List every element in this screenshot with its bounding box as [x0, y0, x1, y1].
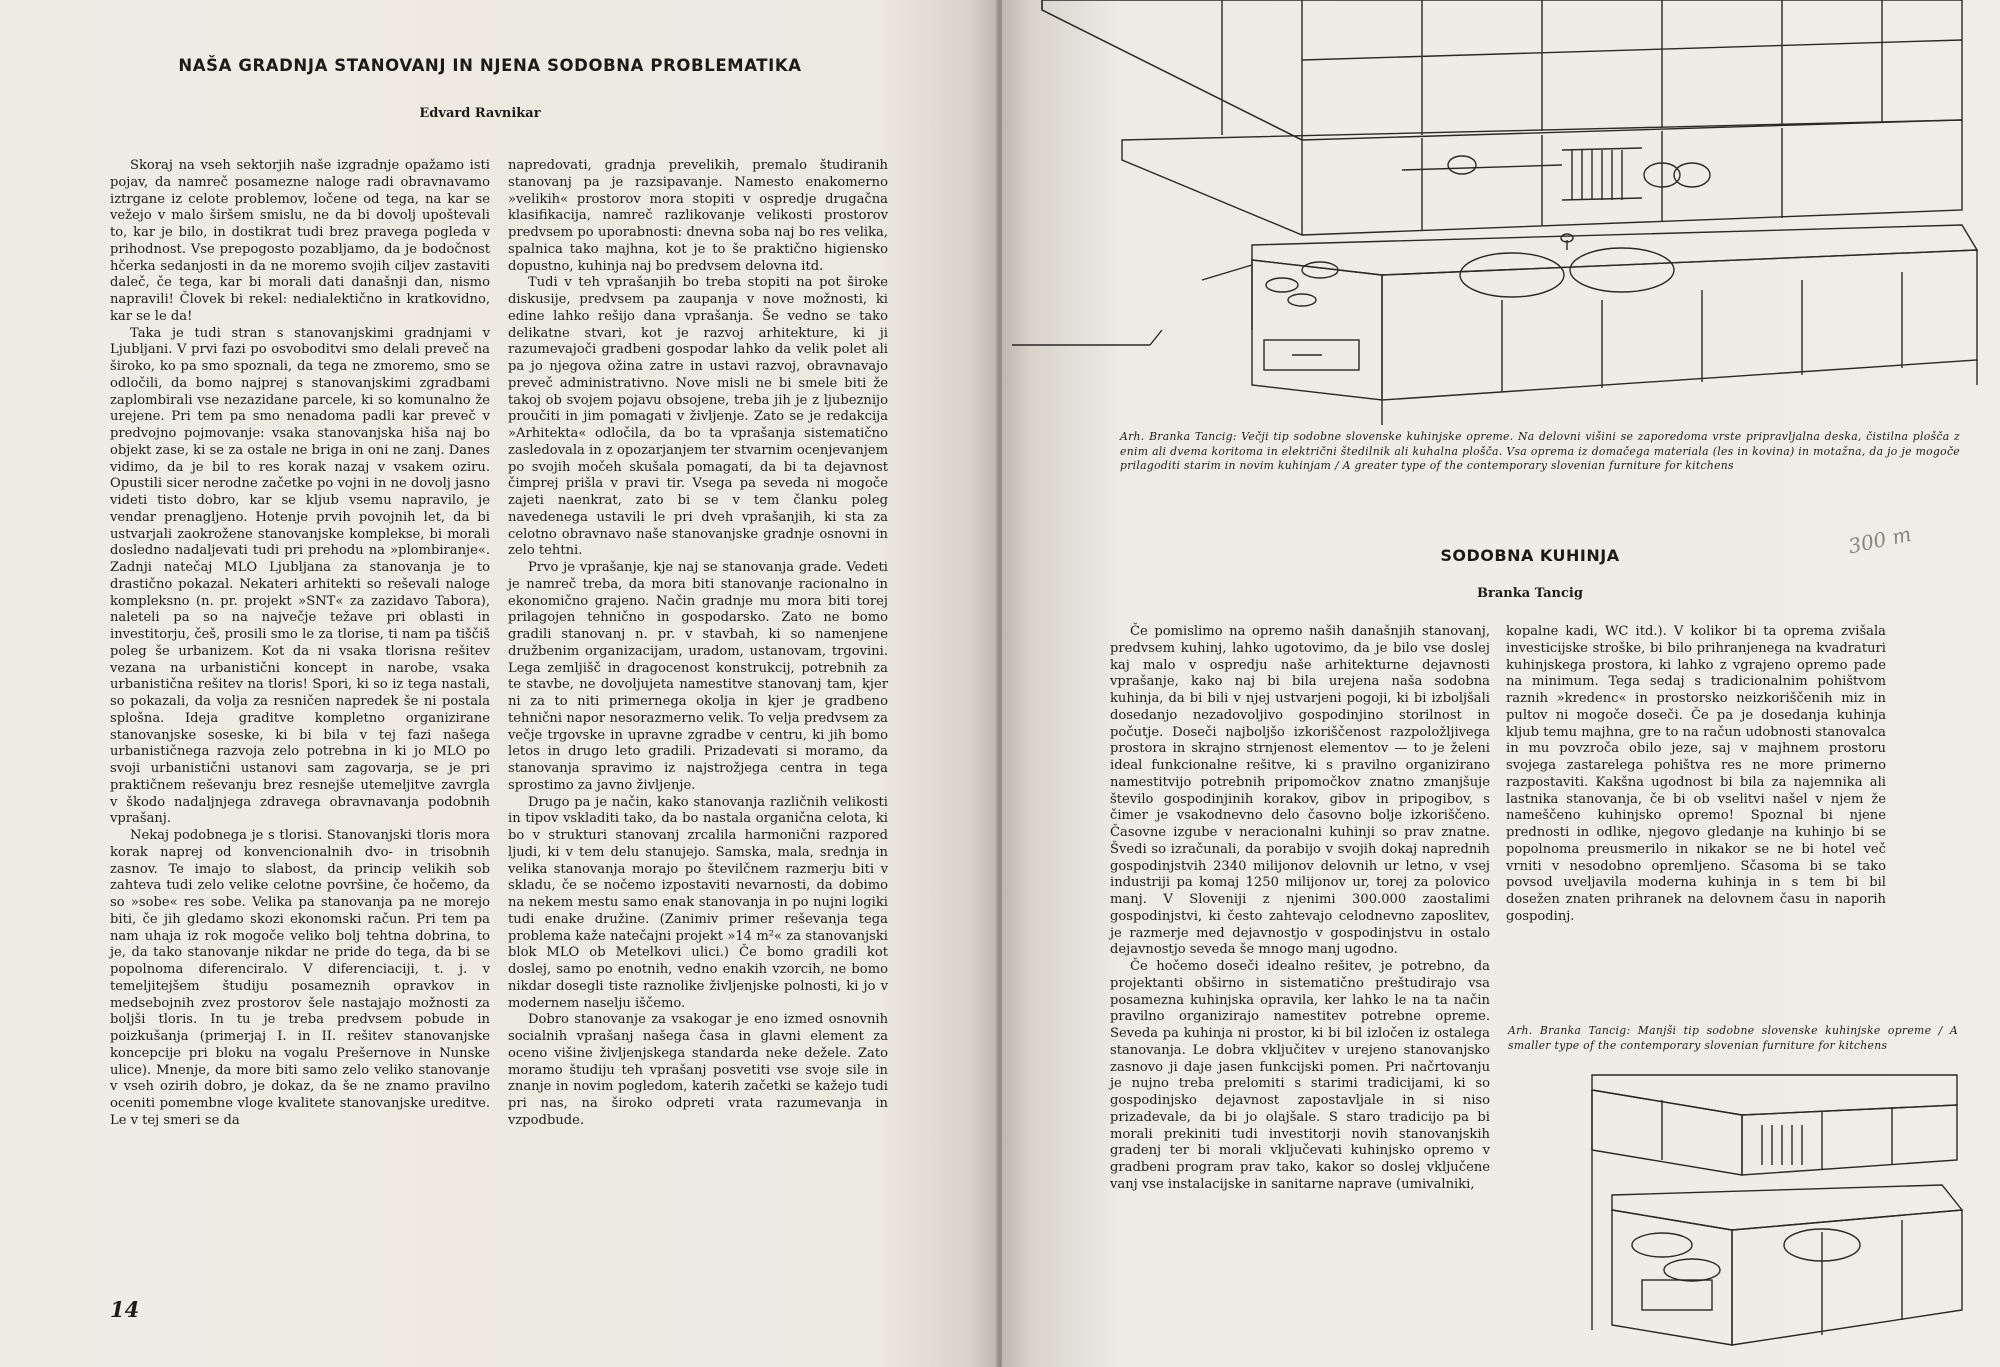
- section-author: Branka Tancig: [1477, 586, 1583, 601]
- kitchen-illustration-small: [1002, 0, 2000, 1367]
- paragraph: napredovati, gradnja prevelikih, premalo študiranih stanovanj pa je razsipavanje. Namesto enakomerno »velikih« prostorov mora stopiti v ospredje drugačna klasifikacija, namreč razlikovanje velikosti prostorov predvsem po uporabnosti: dnevna soba naj bo res velika, spalnica tako majhna, kot je to še praktično higiensko dopustno, kuhinja naj bo predvsem delovna itd.: [508, 158, 888, 274]
- paragraph: Nekaj podobnega je s tlorisi. Stanovanjski tloris mora korak naprej od konvencionalnih dvo- in trisobnih zasnov. Te imajo to slabost, da princip velikih sob zahteva tudi zelo velike celotne površine, če hočemo, da so »sobe« res sobe. Velika pa stanovanja pa ne morejo biti, če jih gledamo skozi ekonomski račun. Pri tem pa nam uhaja iz rok mogoče veliko bolj tehtna dobrina, to je, da tako stanovanje nikdar ne pride do tega, da bi se popolnoma diferenciralo. V diferenciaciji, t. j. v temeljitejšem študiju posameznih opravkov in medsebojnih zvez prostorov šele nastajajo možnosti za boljši tloris. In tu je treba predvsem pobude in poizkušanja (primerjaj I. in II. rešitev stanovanjske koncepcije pri bloku na vogalu Prešernove in Nunske ulice). Mnenje, da more biti samo zelo veliko stanovanje v vseh ozirih dobro, je dokaz, da še ne znamo pravilno oceniti pomembne vloge kvalitete stanovanjske ureditve. Le v tej smeri se da: [110, 828, 490, 1128]
- paragraph: Prvo je vprašanje, kje naj se stanovanja grade. Vedeti je namreč treba, da mora biti stanovanje racionalno in ekonomično grajeno. Način gradnje mu mora biti torej prilagojen tehnično in gospodarsko. Zato ne bomo gradili stanovanj n. pr. v stavbah, ki so namenjene družbenim organizacijam, uradom, ustanovam, trgovini. Lega zemljišč in dragocenost konstrukcij, potrebnih za te stavbe, ne dovoljujeta namestitve stanovanj tam, kjer ni za to niti primernega okolja in kjer je gradbeno tehnični napor nesorazmerno velik. To velja predvsem za večje trgovske in upravne zgradbe v centru, ki jih bomo letos in drugo leto gradili. Prizadevati si moramo, da stanovanja spravimo iz najstrožjega centra in tega sprostimo za javno življenje.: [508, 560, 888, 793]
- paragraph: Taka je tudi stran s stanovanjskimi gradnjami v Ljubljani. V prvi fazi po osvoboditvi smo delali preveč na široko, ko pa smo spoznali, da tega ne zmoremo, smo se odločili, da bomo najprej s stanovanjskimi zgradbami zaplombirali vse nezazidane parcele, ki so komunalno že urejene. Pri tem pa smo nenadoma padli kar preveč v predvojno pojmovanje: vsaka stanovanjska hiša naj bo objekt zase, ki se za ostale ne briga in oni ne zanj. Danes vidimo, da je bil to res korak nazaj v vsakem oziru. Opustili sicer nerodne začetke po vojni in ne dovolj jasno videti tisto dobro, kar se kljub vsemu napravilo, je vendar prenagljeno. Hotenje prvih povojnih let, da bi ustvarjali zaokrožene stanovanjske komplekse, bi morali dosledno nadaljevati tudi pri prehodu na »plombiranje«. Zadnji natečaj MLO Ljubljana za stanovanja je to drastično pokazal. Nekateri arhitekti so reševali naloge kompleksno (n. pr. projekt »SNT« za zazidavo Tabora), naleteli pa so na največje težave pri oblasti in investitorju, češ, prosili smo le za tlorise, ti nam pa tiščiš poleg še urbanizem. Kot da ni vsaka tlorisna rešitev vezana na urbanistični koncept in narobe, vsaka urbanistična rešitev na tloris! Spori, ki so iz tega nastali, so pokazali, da volja za resničen napredek še ni postala splošna. Ideja graditve kompletno organizirane stanovanjske soseske, ki bi bila v tej fazi našega urbanističnega razvoja zelo potrebna in ki jo MLO po svoji urbanistični ustanovi sam zagovarja, se je pri praktičnem reševanju brez resnejše utemeljitve zavrgla v škodo nadaljnjega zdravega obravnavanja podobnih vprašanj.: [110, 325, 490, 827]
- paragraph: Če pomislimo na opremo naših današnjih stanovanj, predvsem kuhinj, lahko ugotovimo, da je bilo vse doslej kaj malo v ospredju naše arhitekturne dejavnosti vprašanje, kako naj bi bila urejena naša sodobna kuhinja, da bi bili v njej ustvarjeni pogoji, ki bi izboljšali dosedanjo nezadovoljivo gospodinjino storilnost in počutje. Doseči najboljšo izkoriščenost razpoložljivega prostora in skrajno strnjenost elementov — to je želeni ideal funkcionalne rešitve, ki s pravilno organizirano namestitvijo potrebnih pripomočkov znatno zmanjšuje število gospodinjinih korakov, gibov in pripogibov, s čimer je vsakodnevno delo časovno bolje izkoriščeno. Časovne izgube v neracionalni kuhinji so prav znatne. Švedi so izračunali, da porabijo v svojih dokaj naprednih gospodinjstvih 2340 milijonov delovnih ur letno, v vsej industriji pa komaj 1250 milijonov ur, torej za polovico manj. V Sloveniji z njenimi 300.000 zaostalimi gospodinjstvi, ki često zahtevajo celodnevno zaposlitev, je razmerje med dejavnostjo v gospodinjstvu in ostalo dejavnostjo seveda še mnogo manj ugodno.: [1110, 624, 1490, 958]
- page-number: 14: [110, 1297, 140, 1322]
- paragraph: Tudi v teh vprašanjih bo treba stopiti na pot široke diskusije, predvsem pa zaupanja v nove možnosti, ki edine lahko rešijo dana vprašanja. Še vedno se tako delikatne stvari, kot je razvoj arhitekture, ki ji razumevajoči gradbeni gospodar lahko da velik polet ali pa jo njegova ožina zatre in ustavi razvoj, obravnavajo preveč administrativno. Nove misli ne bi smele biti že takoj ob svojem pojavu obsojene, treba jih je z ljubeznijo proučiti in jim pomagati v življenje. Zato se je redakcija »Arhitekta« odločila, da bo ta vprašanja sistematično zasledovala in z opozarjanjem ter stvarnim ocenjevanjem po svojih močeh skušala pomagati, da bi ta dejavnost čimprej prišla v pravi tir. Vsega pa seveda ni mogoče zajeti naenkrat, zato bi se v tem članku poleg navedenega ustavili le pri dveh vprašanjih, ki sta za celotno obravnavo naše stanovanjske gradnje osnovni in zelo tehtni.: [508, 275, 888, 559]
- article-author: Edvard Ravnikar: [419, 106, 541, 121]
- paragraph: Drugo pa je način, kako stanovanja različnih velikosti in tipov vskladiti tako, da bo nastala organična celota, ki bo v strukturi stanovanj zrcalila harmonični razpored ljudi, ki v tem delu stanujejo. Samska, mala, srednja in velika stanovanja morajo po številčnem razmerju biti v skladu, če se nočemo izpostaviti nevarnosti, da dobimo na nekem mestu samo enak stanovanja in po nujni logiki tudi enake družine. (Zanimiv primer reševanja tega problema kaže natečajni projekt »14 m²« za stanovanjski blok MLO ob Metelkovi ulici.) Če bomo gradili kot doslej, samo po enotnih, vedno enakih vzorcih, ne bomo nikdar dosegli tiste raznolike življenjske polnosti, ki jo v modernem naselju iščemo.: [508, 794, 888, 1011]
- paragraph: Če hočemo doseči idealno rešitev, je potrebno, da projektanti obširno in sistematično preštudirajo vsa posamezna kuhinjska opravila, ker lahko le na ta način pravilno organizirajo namestitev potrebne opreme. Seveda pa kuhinja ni prostor, ki bi bil izločen iz ostalega stanovanja. Le dobra vključitev v urejeno stanovanjsko zasnovo ji daje jasen funkcijski pomen. Pri načrtovanju je nujno treba prelomiti s starimi tradicijami, ki so gospodinjsko dejavnost zapostavljale in si niso prizadevale, da bi jo olajšale. S staro tradicijo pa bi morali prekiniti tudi investitorji novih stanovanjskih gradenj ter bi morali vključevati kuhinjsko opremo v gradbeni program prav tako, kakor so doslej vključene vanj vse instalacijske in sanitarne naprave (umivalniki,: [1110, 959, 1490, 1192]
- section-title: SODOBNA KUHINJA: [1440, 546, 1620, 565]
- handwritten-note: 300 m: [1846, 521, 1914, 559]
- left-column-2: [508, 158, 888, 1130]
- caption-bottom: Arh. Branka Tancig: Manjši tip sodobne slovenske kuhinjske opreme / A smaller type of the contemporary slovenian furniture for kitchens: [1508, 1024, 1958, 1052]
- paragraph: Dobro stanovanje za vsakogar je eno izmed osnovnih socialnih vprašanj našega časa in glavni element za oceno višine življenjskega standarda neke dežele. Zato moramo študiju teh vprašanj posvetiti vse svoje sile in znanje in novim pogledom, katerih začetki se kažejo tudi pri nas, na široko odpreti vrata razumevanja in vzpodbude.: [508, 1012, 888, 1128]
- paragraph: kopalne kadi, WC itd.). V kolikor bi ta oprema zvišala investicijske stroške, bi bilo prihranjenega na kvadraturi kuhinjskega prostora, ki lahko z vgrajeno opremo pade na minimum. Tega sedaj s tradicionalnim pohištvom raznih »kredenc« in prostorsko neizkoriščenih miz in pultov ni mogoče doseči. Če pa je dosedanja kuhinja kljub temu majhna, gre to na račun udobnosti stanovalca in mu povzroča obilo jeze, saj v majhnem prostoru svojega zastarelega pohištva res ne more primerno razpostaviti. Kakšna ugodnost bi bila za najemnika ali lastnika stanovanja, če bi ob vselitvi našel v njem že nameščeno kuhinjsko opremo! Spoznal bi njene prednosti in odlike, njegovo gledanje na kuhinjo bi se popolnoma preusmerilo in nikakor se ne bi hotel več vrniti v nesodobno opremljeno. Sčasoma bi se tako povsod uveljavila moderna kuhinja in s tem bi bil dosežen znaten prihranek na delovnem času in naporih gospodinj.: [1506, 624, 1886, 924]
- left-column-1: [110, 158, 490, 1130]
- left-page: [0, 0, 998, 1367]
- paragraph: Skoraj na vseh sektorjih naše izgradnje opažamo isti pojav, da namreč posamezne naloge radi obravnavamo iztrgane iz celote problemov, ločene od tega, na kar se vežejo v malo širšem smislu, ne da bi dovolj upoštevali to, kar je bilo, in dostikrat tudi brez pravega pogleda v prihodnost. Vse prepogosto pozabljamo, da je bodočnost hčerka sedanjosti in da ne moremo svojih ciljev zastaviti daleč, če tega, kar bi morali dati današnji dan, nismo napravili! Človek bi rekel: nedialektično in kratkovidno, kar se le da!: [110, 158, 490, 324]
- right-page: [1002, 0, 2000, 1367]
- article-title: NAŠA GRADNJA STANOVANJ IN NJENA SODOBNA PROBLEMATIKA: [178, 56, 802, 75]
- caption-top: Arh. Branka Tancig: Večji tip sodobne slovenske kuhinjske opreme. Na delovni višini se zaporedoma vrste pripravljalna deska, čistilna plošča z enim ali dvema koritoma in električni štedilnik ali kuhalna plošča. Vsa oprema iz domačega materiala (les in kovina) in motažna, da jo je mogoče prilagoditi starim in novim kuhinjam / A greater type of the contemporary slovenian furniture for kitchens: [1120, 430, 1960, 472]
